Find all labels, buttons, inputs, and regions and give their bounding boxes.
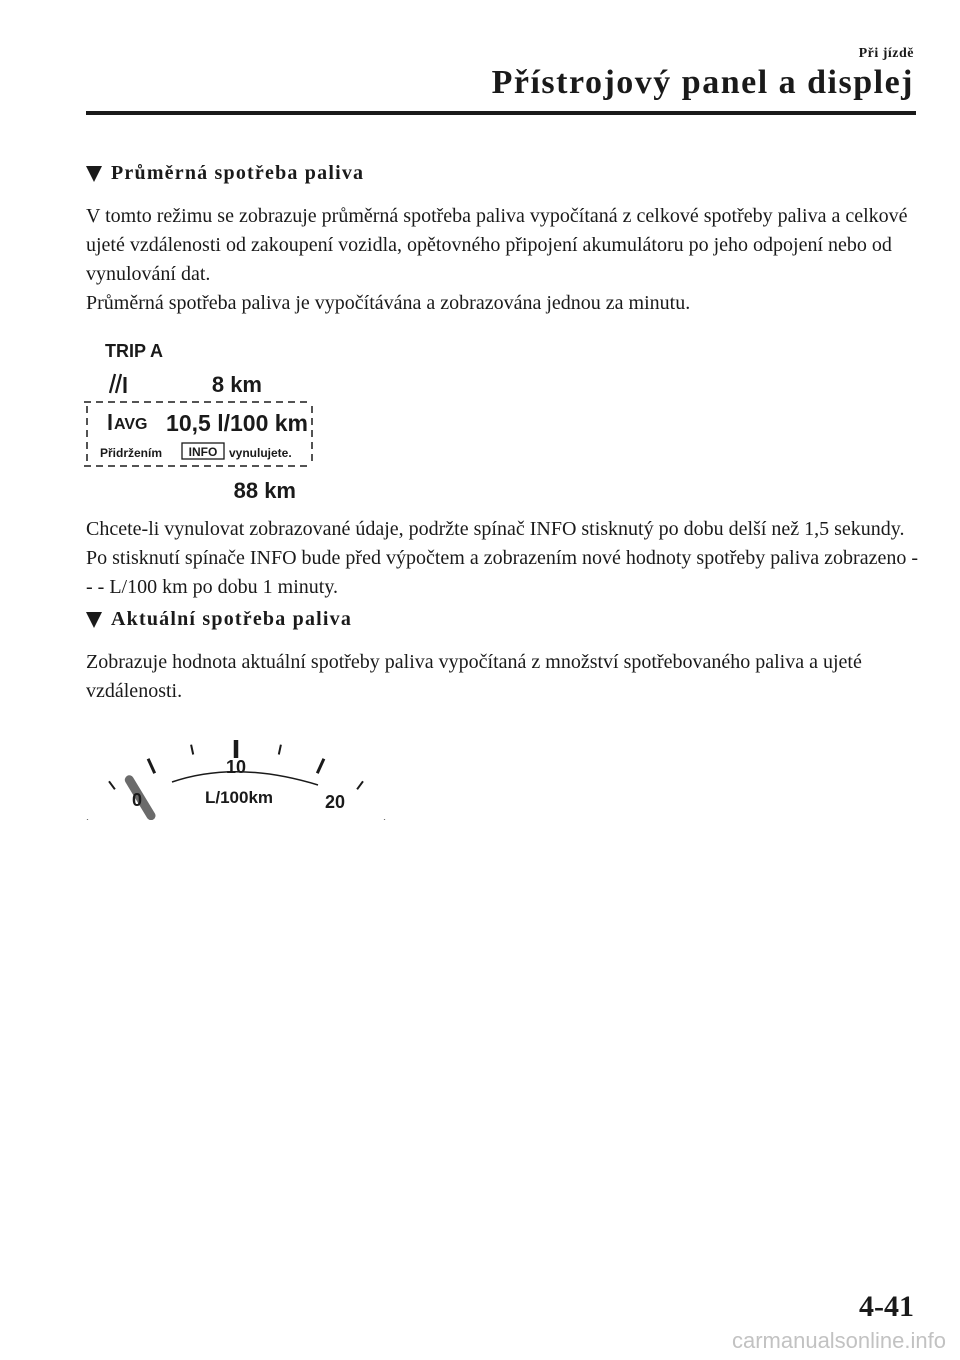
section-current-consumption	[86, 608, 918, 706]
trip-display-illustration	[84, 336, 324, 512]
paragraph: Chcete-li vynulovat zobrazované údaje, podržte spínač INFO stisknutý po dobu delší než 1,5 sekundy. Po stisknutí spínače INFO bude před výpočtem a zobrazením nové hodnoty spotřeby paliva zobrazeno - - - L/100 km po dobu 1 minuty.	[86, 518, 919, 598]
trip-display-figure	[84, 336, 324, 517]
trip-label: TRIP A	[105, 341, 164, 361]
triangle-bullet-icon	[86, 612, 102, 628]
gauge-unit-label: L/100km	[204, 788, 274, 807]
gauge-tick	[279, 745, 281, 755]
info-key-label: INFO	[188, 445, 218, 459]
gauge-tick	[357, 781, 363, 789]
gauge-max-label: 20	[324, 792, 346, 812]
section-heading	[86, 162, 918, 185]
site-watermark: carmanualsonline.info	[731, 1328, 946, 1353]
gauge-tick	[317, 759, 324, 774]
triangle-bullet-icon	[86, 166, 102, 182]
page-number: 4-41	[859, 1290, 914, 1323]
gauge-tick	[191, 745, 193, 755]
range-value: 8 km	[211, 372, 262, 397]
consumption-gauge	[84, 724, 394, 820]
section-heading	[86, 608, 918, 631]
fuel-range-icon	[110, 374, 125, 393]
header-divider	[86, 111, 916, 115]
page-title: Přístrojový panel a displej	[491, 64, 914, 101]
avg-value: 10,5 l/100 km	[166, 410, 308, 436]
avg-label: AVG	[114, 416, 148, 433]
reset-instructions	[86, 515, 918, 602]
paragraph: Zobrazuje hodnota aktuální spotřeby paliva vypočítaná z množství spotřebovaného paliva a ujeté vzdálenosti.	[86, 651, 862, 702]
distance-value: 88 km	[233, 478, 296, 503]
hint-text: Přidržením	[100, 446, 163, 460]
paragraph: Průměrná spotřeba paliva je vypočítávána a zobrazována jednou za minutu.	[86, 292, 691, 314]
section-average-consumption	[86, 162, 918, 318]
heading-text: Průměrná spotřeba paliva	[111, 162, 365, 184]
section-label: Při jízdě	[858, 46, 914, 61]
gauge-tick	[148, 759, 155, 774]
gauge-min-label: 0	[131, 790, 143, 810]
heading-text: Aktuální spotřeba paliva	[111, 608, 353, 630]
hint-text: vynulujete.	[229, 446, 292, 460]
gauge-mid-label: 10	[225, 757, 247, 777]
gauge-tick	[109, 781, 115, 789]
consumption-gauge-figure	[84, 724, 394, 825]
paragraph: V tomto režimu se zobrazuje průměrná spotřeba paliva vypočítaná z celkové spotřeby paliva a celkové ujeté vzdálenosti od zakoupení vozidla, opětovného připojení akumulátoru po jeho odpojení nebo od vynulování dat.	[86, 205, 908, 285]
